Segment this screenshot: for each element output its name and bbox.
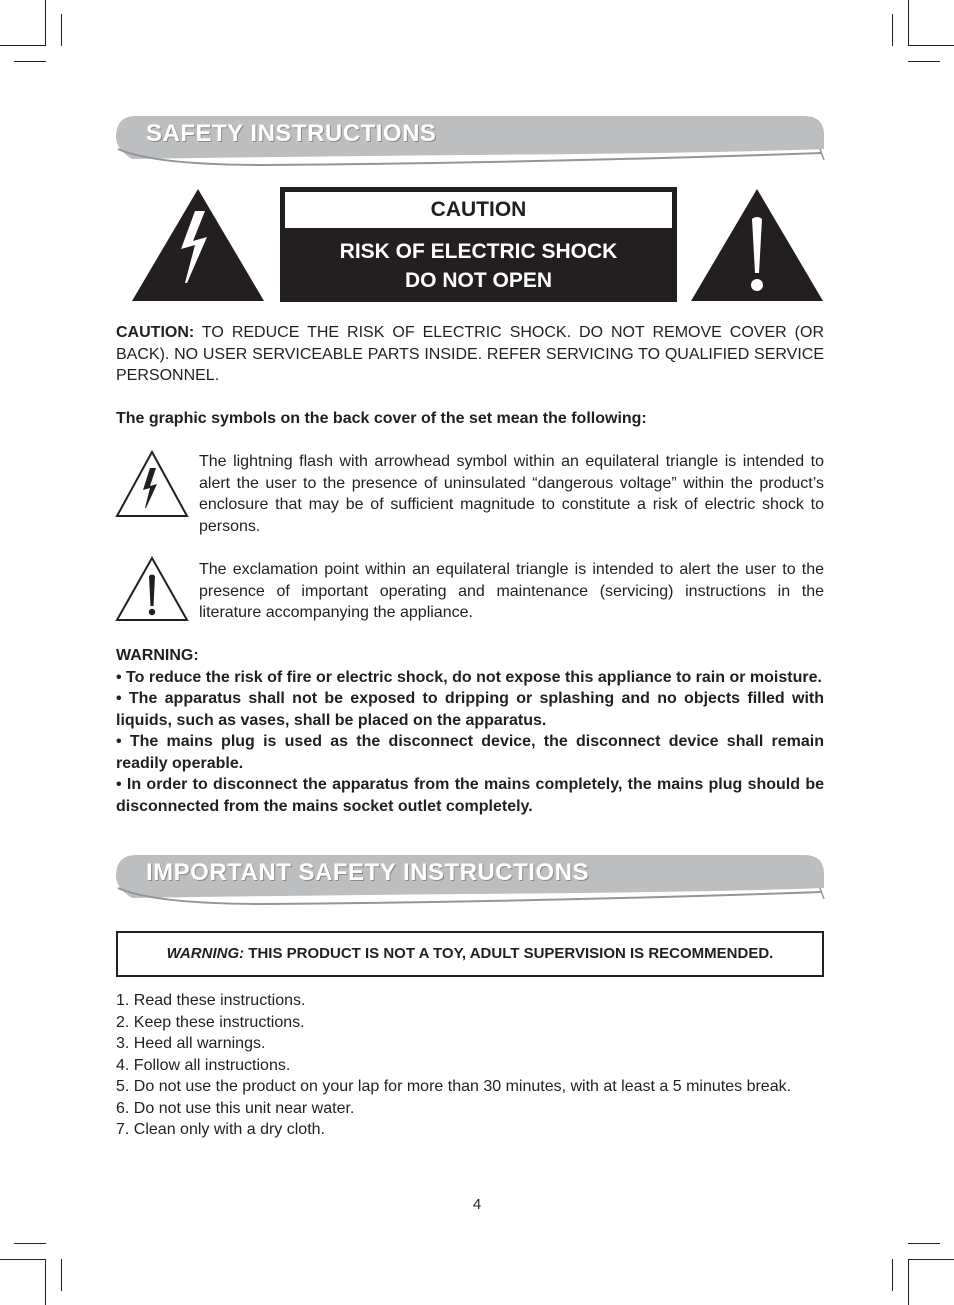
- caution-label-line2: DO NOT OPEN: [404, 269, 552, 292]
- crop-mark: [908, 61, 940, 62]
- caution-lead: CAUTION:: [116, 324, 195, 341]
- banner-title: IMPORTANT SAFETY INSTRUCTIONS: [146, 859, 589, 886]
- crop-mark: [908, 1243, 940, 1244]
- list-item: 4. Follow all instructions.: [116, 1056, 291, 1074]
- crop-mark: [0, 45, 46, 46]
- crop-mark: [908, 0, 909, 46]
- warning-item: • In order to disconnect the apparatus from the mains completely, the mains plug should be disconnected from the mains socket outlet completely.: [116, 776, 824, 815]
- crop-mark: [14, 1243, 46, 1244]
- list-item: 6. Do not use this unit near water.: [116, 1099, 355, 1117]
- crop-mark: [892, 14, 893, 46]
- crop-mark: [14, 61, 46, 62]
- toy-warning-lead: WARNING:: [166, 945, 245, 962]
- list-item: 5. Do not use the product on your lap for more than 30 minutes, with at least a 5 minutes break.: [116, 1078, 792, 1095]
- caution-label-line1: RISK OF ELECTRIC SHOCK: [339, 240, 618, 263]
- exclamation-symbol-icon: [115, 556, 189, 622]
- warning-item: • To reduce the risk of fire or electric shock, do not expose this appliance to rain or moisture.: [116, 668, 822, 686]
- crop-mark: [0, 1259, 46, 1260]
- toy-warning-text: THIS PRODUCT IS NOT A TOY, ADULT SUPERVISION IS RECOMMENDED.: [244, 945, 774, 962]
- caution-label: [280, 187, 677, 302]
- lightning-symbol-icon: [115, 450, 189, 518]
- crop-mark: [892, 1259, 893, 1291]
- caution-text: TO REDUCE THE RISK OF ELECTRIC SHOCK. DO NOT REMOVE COVER (OR BACK). NO USER SERVICEABLE PARTS INSIDE. REFER SERVICING TO QUALIFIED SERVICE PERSONNEL.: [116, 324, 824, 384]
- crop-mark: [45, 0, 46, 46]
- exclamation-warning-icon: [690, 187, 824, 303]
- important-safety-instructions-banner: [114, 852, 826, 910]
- crop-mark: [908, 1259, 954, 1260]
- safety-instructions-banner: [114, 113, 826, 171]
- instructions-list: [116, 990, 824, 1141]
- list-item: 3. Heed all warnings.: [116, 1035, 266, 1052]
- symbols-heading: The graphic symbols on the back cover of the set mean the following:: [116, 410, 647, 427]
- list-item: 2. Keep these instructions.: [116, 1013, 305, 1031]
- crop-mark: [45, 1259, 46, 1305]
- caution-paragraph: [116, 322, 824, 387]
- crop-mark: [61, 14, 62, 46]
- list-item: 1. Read these instructions.: [116, 992, 306, 1009]
- page-number: 4: [472, 1196, 482, 1213]
- crop-mark: [908, 45, 954, 46]
- banner-title: SAFETY INSTRUCTIONS: [146, 120, 437, 147]
- lightning-warning-icon: [131, 187, 265, 303]
- caution-label-header: CAUTION: [285, 192, 672, 228]
- exclamation-symbol-description: The exclamation point within an equilateral triangle is intended to alert the user to the presence of important operating and maintenance (servicing) instructions in the literature accompanying the appliance.: [199, 561, 824, 621]
- crop-mark: [908, 1259, 909, 1305]
- warning-title: WARNING:: [116, 647, 199, 664]
- list-item: 7. Clean only with a dry cloth.: [116, 1121, 325, 1138]
- warning-block: [116, 645, 824, 817]
- crop-mark: [61, 1259, 62, 1291]
- warning-item: • The mains plug is used as the disconnect device, the disconnect device shall remain readily operable.: [116, 733, 824, 772]
- toy-warning-box: [116, 931, 824, 977]
- caution-label-body: [280, 237, 677, 295]
- warning-item: • The apparatus shall not be exposed to dripping or splashing and no objects filled with liquids, such as vases, shall be placed on the apparatus.: [116, 690, 824, 729]
- lightning-symbol-description: The lightning flash with arrowhead symbol within an equilateral triangle is intended to alert the user to the presence of uninsulated “dangerous voltage” within the product’s enclosure that may be of sufficient magnitude to constitute a risk of electric shock to persons.: [199, 453, 824, 535]
